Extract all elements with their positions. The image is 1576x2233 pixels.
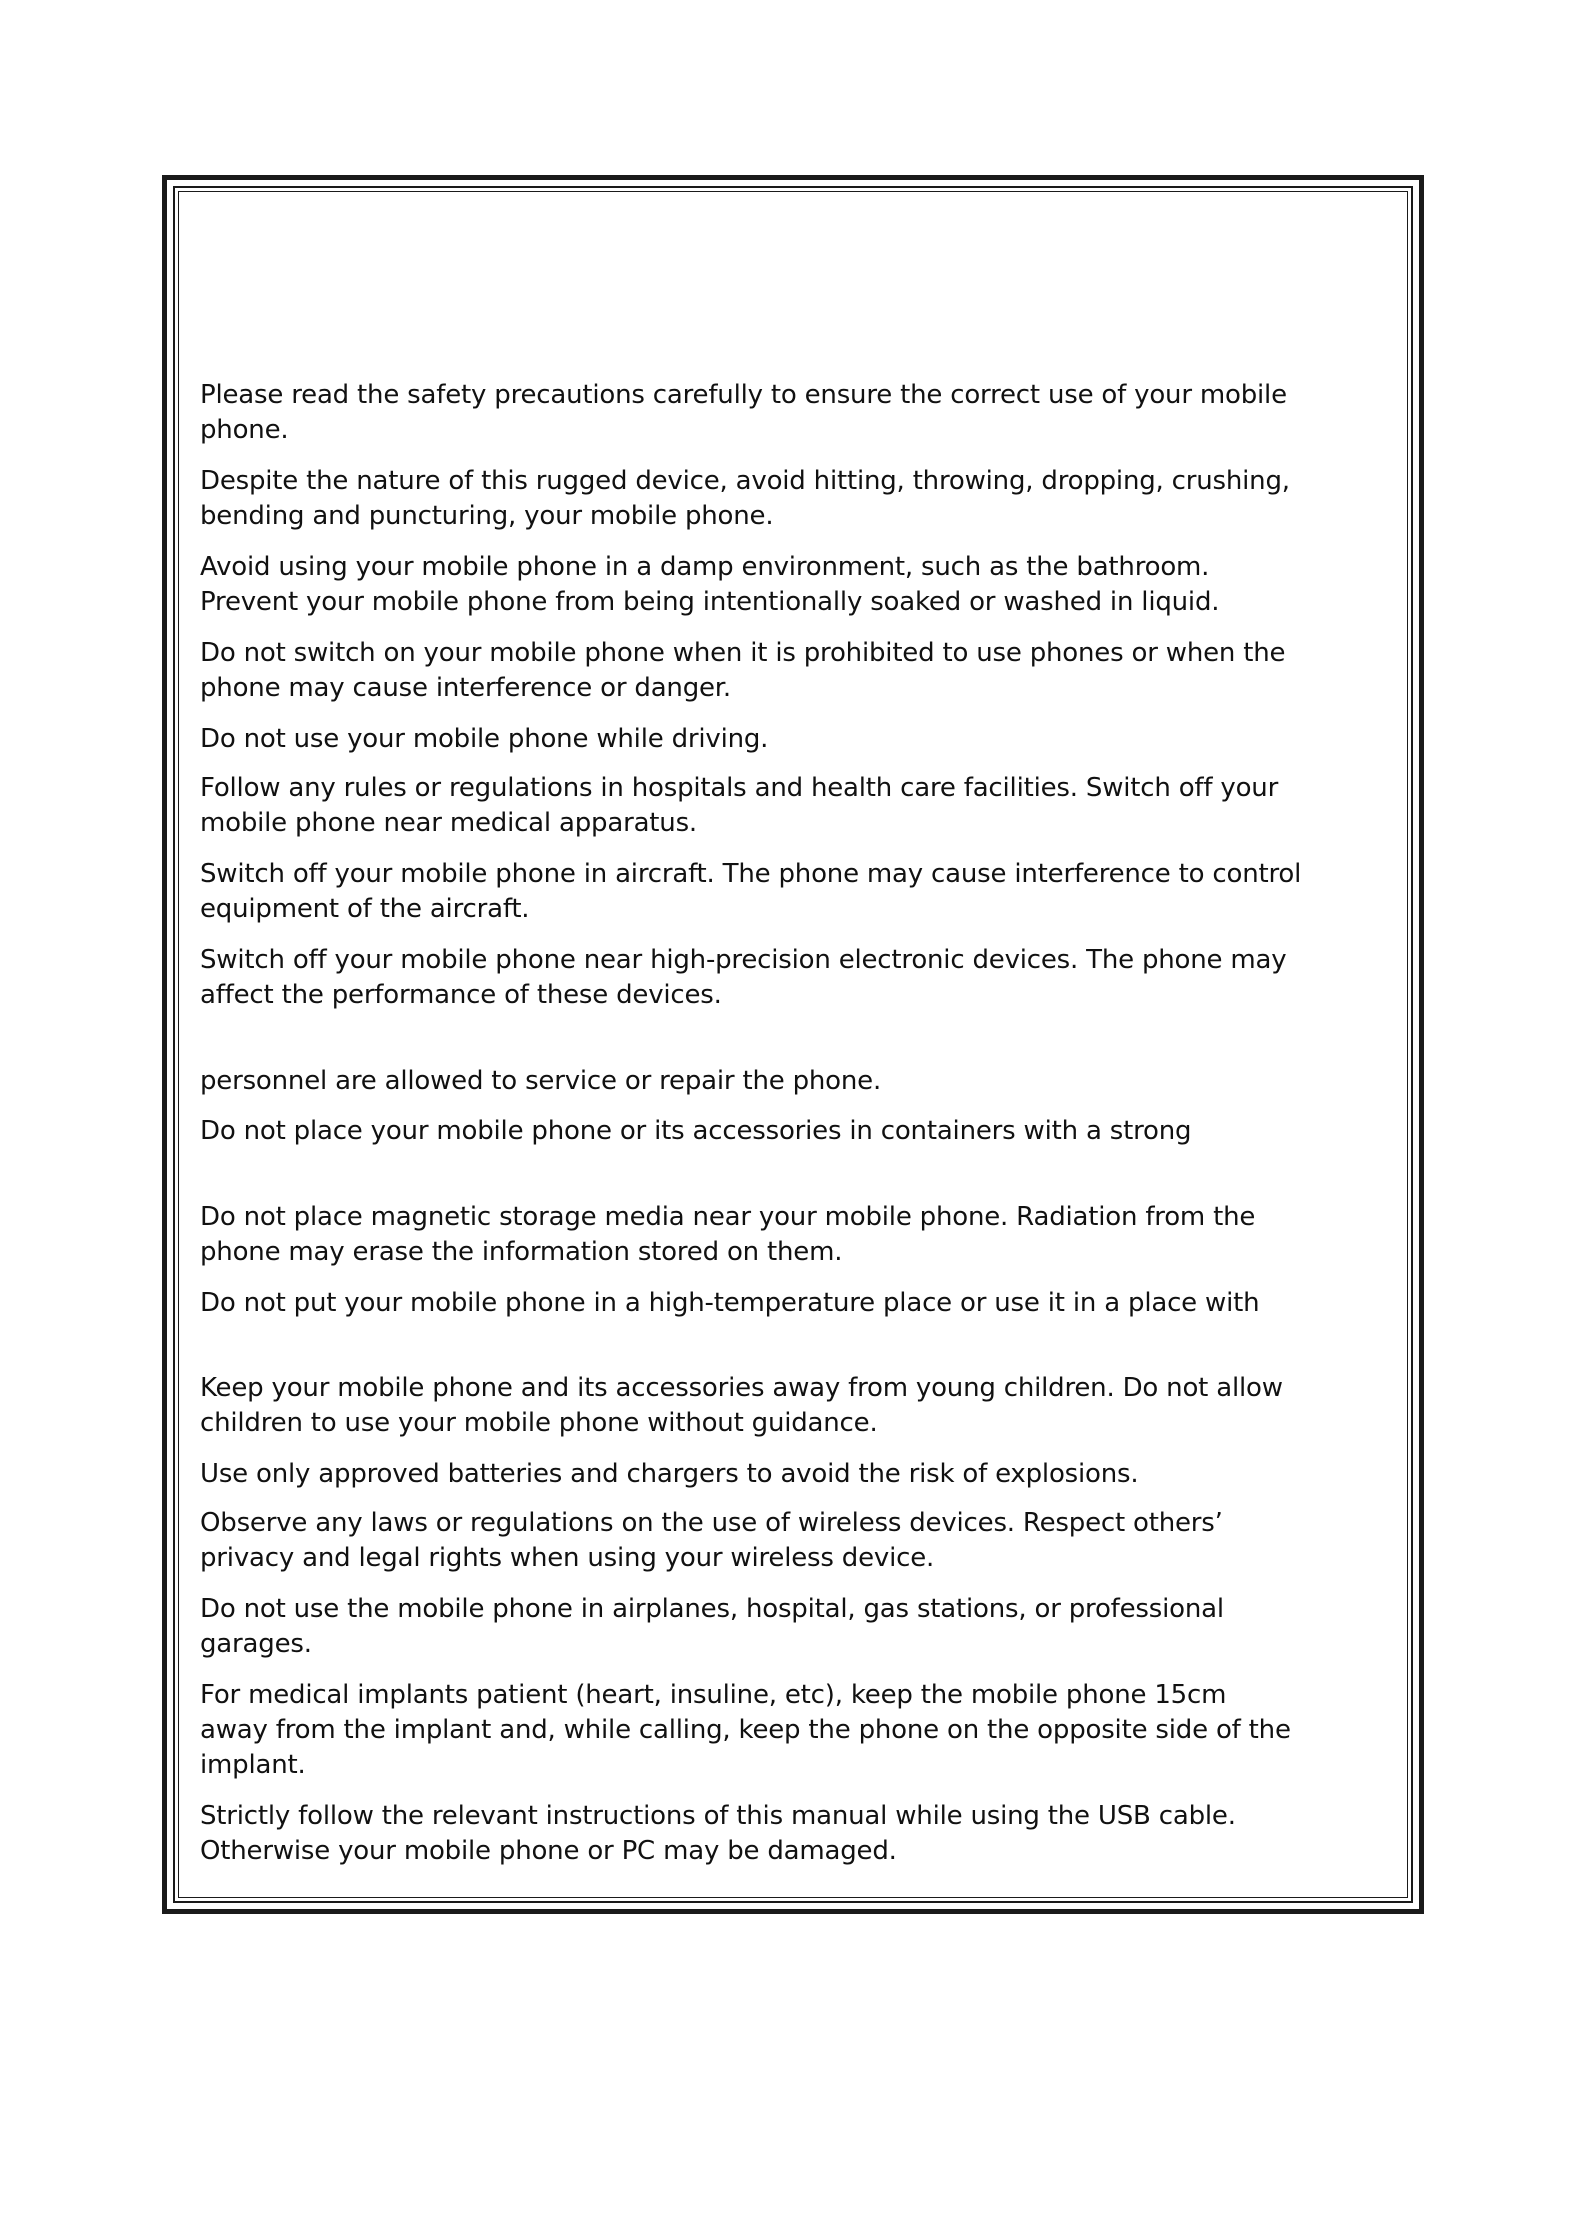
paragraph-hospitals: Follow any rules or regulations in hospitals and health care facilities. Switch off your mobile phone near medical apparatus. [200,773,1279,838]
paragraph-batteries: Use only approved batteries and chargers to avoid the risk of explosions. [200,1459,1139,1489]
paragraph-medical-implants: For medical implants patient (heart, insuline, etc), keep the mobile phone 15cm away from the implant and, while calling, keep the phone on the opposite side of the implant. [200,1680,1291,1780]
paragraph-service-personnel: personnel are allowed to service or repair the phone. [200,1066,882,1096]
paragraph-rugged-device: Despite the nature of this rugged device, avoid hitting, throwing, dropping, crushing, bending and puncturing, your mobile phone. [200,466,1290,531]
paragraph-children: Keep your mobile phone and its accessories away from young children. Do not allow children to use your mobile phone without guidance. [200,1373,1283,1438]
paragraph-magnetic-media: Do not place magnetic storage media near your mobile phone. Radiation from the phone may erase the information stored on them. [200,1202,1256,1267]
paragraph-damp-environment: Avoid using your mobile phone in a damp environment, such as the bathroom. Prevent your mobile phone from being intentionally soaked or washed in liquid. [200,552,1220,617]
paragraph-electronic-devices: Switch off your mobile phone near high-precision electronic devices. The phone may affect the performance of these devices. [200,945,1287,1010]
paragraph-containers: Do not place your mobile phone or its accessories in containers with a strong [200,1116,1192,1146]
paragraph-read-safety: Please read the safety precautions carefully to ensure the correct use of your mobile phone. [200,380,1287,445]
paragraph-usb-cable: Strictly follow the relevant instructions of this manual while using the USB cable. Otherwise your mobile phone or PC may be damaged. [200,1801,1236,1866]
paragraph-wireless-laws: Observe any laws or regulations on the use of wireless devices. Respect others’ privacy and legal rights when using your wireless device. [200,1508,1223,1573]
paragraph-driving: Do not use your mobile phone while driving. [200,724,769,754]
paragraph-aircraft: Switch off your mobile phone in aircraft. The phone may cause interference to control equipment of the aircraft. [200,859,1302,924]
paragraph-prohibited-use: Do not switch on your mobile phone when it is prohibited to use phones or when the phone may cause interference or danger. [200,638,1286,703]
paragraph-high-temperature: Do not put your mobile phone in a high-temperature place or use it in a place with [200,1288,1260,1318]
paragraph-airplanes-garages: Do not use the mobile phone in airplanes, hospital, gas stations, or professional garages. [200,1594,1224,1659]
